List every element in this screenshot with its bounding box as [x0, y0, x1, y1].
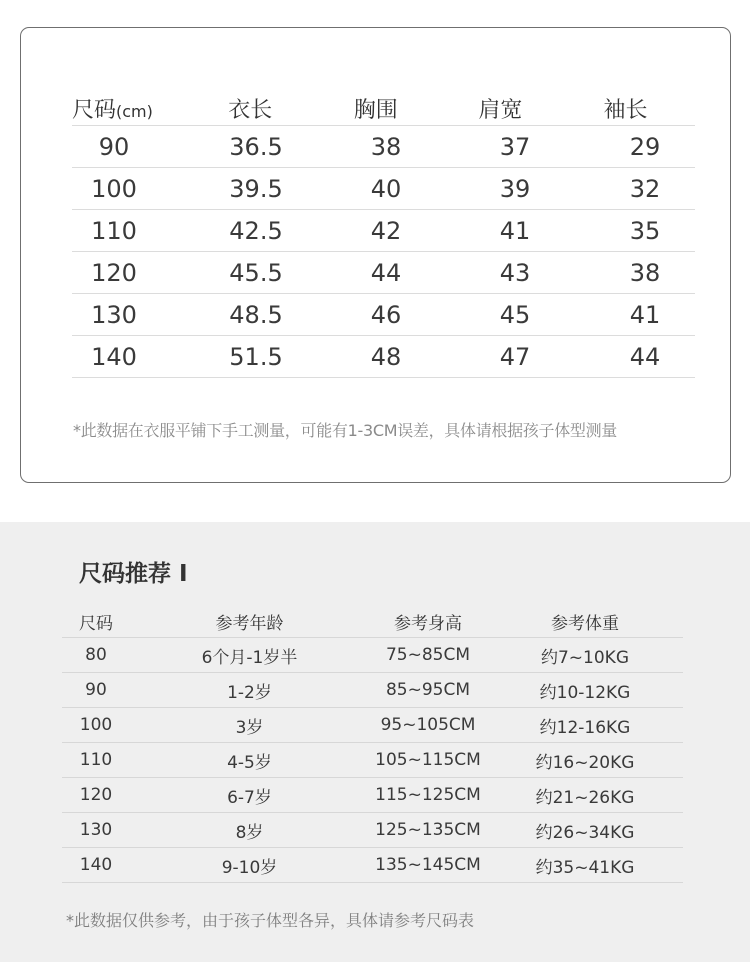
cell-length: 45.5	[229, 258, 283, 287]
cell-size: 140	[91, 342, 137, 371]
cell-size: 130	[79, 820, 113, 840]
cell-height: 85~95CM	[385, 680, 471, 700]
cell-size: 120	[91, 258, 137, 287]
measurement-row	[72, 294, 695, 336]
cell-age: 3岁	[235, 717, 264, 738]
cell-size: 140	[79, 855, 113, 875]
recommendation-row	[62, 813, 683, 848]
cell-length: 39.5	[229, 174, 283, 203]
cell-size: 90	[98, 132, 130, 161]
cell-size: 90	[85, 680, 107, 700]
recommendation-row	[62, 638, 683, 673]
cell-sleeve: 35	[629, 216, 661, 245]
measurement-row	[72, 168, 695, 210]
cell-shoulder: 47	[499, 342, 531, 371]
cell-size: 100	[91, 174, 137, 203]
header-height: 参考身高	[394, 614, 462, 634]
cell-sleeve: 29	[629, 132, 661, 161]
cell-height: 105~115CM	[375, 750, 481, 770]
cell-weight: 约7~10KG	[540, 647, 629, 668]
measurement-table	[72, 100, 695, 378]
measurement-row	[72, 252, 695, 294]
header-weight: 参考体重	[551, 614, 619, 634]
cell-shoulder: 41	[499, 216, 531, 245]
cell-length: 51.5	[229, 342, 283, 371]
header-size: 尺码	[79, 614, 113, 634]
recommendation-row	[62, 673, 683, 708]
cell-chest: 42	[370, 216, 402, 245]
cell-height: 125~135CM	[375, 820, 481, 840]
recommendation-row	[62, 848, 683, 883]
recommendation-row	[62, 778, 683, 813]
cell-chest: 40	[370, 174, 402, 203]
header-length: 衣长	[228, 98, 273, 123]
cell-age: 6个月-1岁半	[201, 647, 298, 668]
cell-chest: 44	[370, 258, 402, 287]
cell-length: 42.5	[229, 216, 283, 245]
cell-chest: 46	[370, 300, 402, 329]
cell-height: 95~105CM	[380, 715, 476, 735]
cell-size: 120	[79, 785, 113, 805]
cell-length: 36.5	[229, 132, 283, 161]
cell-height: 135~145CM	[375, 855, 481, 875]
measurement-card	[20, 27, 731, 483]
cell-shoulder: 37	[499, 132, 531, 161]
cell-weight: 约12-16KG	[539, 717, 631, 738]
cell-weight: 约35~41KG	[535, 857, 635, 878]
cell-weight: 约21~26KG	[535, 787, 635, 808]
recommendation-header-row	[62, 606, 683, 638]
cell-chest: 48	[370, 342, 402, 371]
cell-age: 9-10岁	[221, 857, 278, 878]
header-chest: 胸围	[353, 98, 398, 123]
cell-weight: 约10-12KG	[539, 682, 631, 703]
cell-age: 6-7岁	[227, 787, 272, 808]
header-shoulder: 肩宽	[478, 98, 523, 123]
cell-size: 130	[91, 300, 137, 329]
header-sleeve: 袖长	[603, 98, 648, 123]
cell-size: 80	[85, 645, 107, 665]
measurement-row	[72, 126, 695, 168]
measurement-header-row	[72, 100, 695, 126]
cell-sleeve: 41	[629, 300, 661, 329]
cell-size: 100	[79, 715, 113, 735]
cell-weight: 约16~20KG	[535, 752, 635, 773]
cell-sleeve: 44	[629, 342, 661, 371]
cell-age: 4-5岁	[227, 752, 272, 773]
cell-length: 48.5	[229, 300, 283, 329]
cell-age: 8岁	[235, 822, 264, 843]
cell-height: 115~125CM	[375, 785, 481, 805]
recommendation-row	[62, 708, 683, 743]
recommendation-note: *此数据仅供参考，由于孩子体型各异，具体请参考尺码表	[66, 911, 475, 930]
measurement-row	[72, 210, 695, 252]
header-age: 参考年龄	[215, 614, 284, 634]
cell-size: 110	[91, 216, 137, 245]
recommendation-row	[62, 743, 683, 778]
cell-shoulder: 39	[499, 174, 531, 203]
cell-age: 1-2岁	[227, 682, 272, 703]
measurement-row	[72, 336, 695, 378]
recommendation-title: 尺码推荐 I	[79, 561, 188, 587]
cell-sleeve: 32	[629, 174, 661, 203]
cell-size: 110	[79, 750, 113, 770]
header-size: 尺码(cm)	[72, 98, 153, 123]
measurement-note: *此数据在衣服平铺下手工测量，可能有1-3CM误差，具体请根据孩子体型测量	[73, 421, 618, 440]
cell-shoulder: 45	[499, 300, 531, 329]
recommendation-table	[62, 606, 683, 883]
cell-height: 75~85CM	[385, 645, 471, 665]
cell-sleeve: 38	[629, 258, 661, 287]
cell-chest: 38	[370, 132, 402, 161]
header-unit: (cm)	[116, 102, 153, 121]
cell-shoulder: 43	[499, 258, 531, 287]
size-recommendation-section	[0, 522, 750, 962]
cell-weight: 约26~34KG	[535, 822, 635, 843]
